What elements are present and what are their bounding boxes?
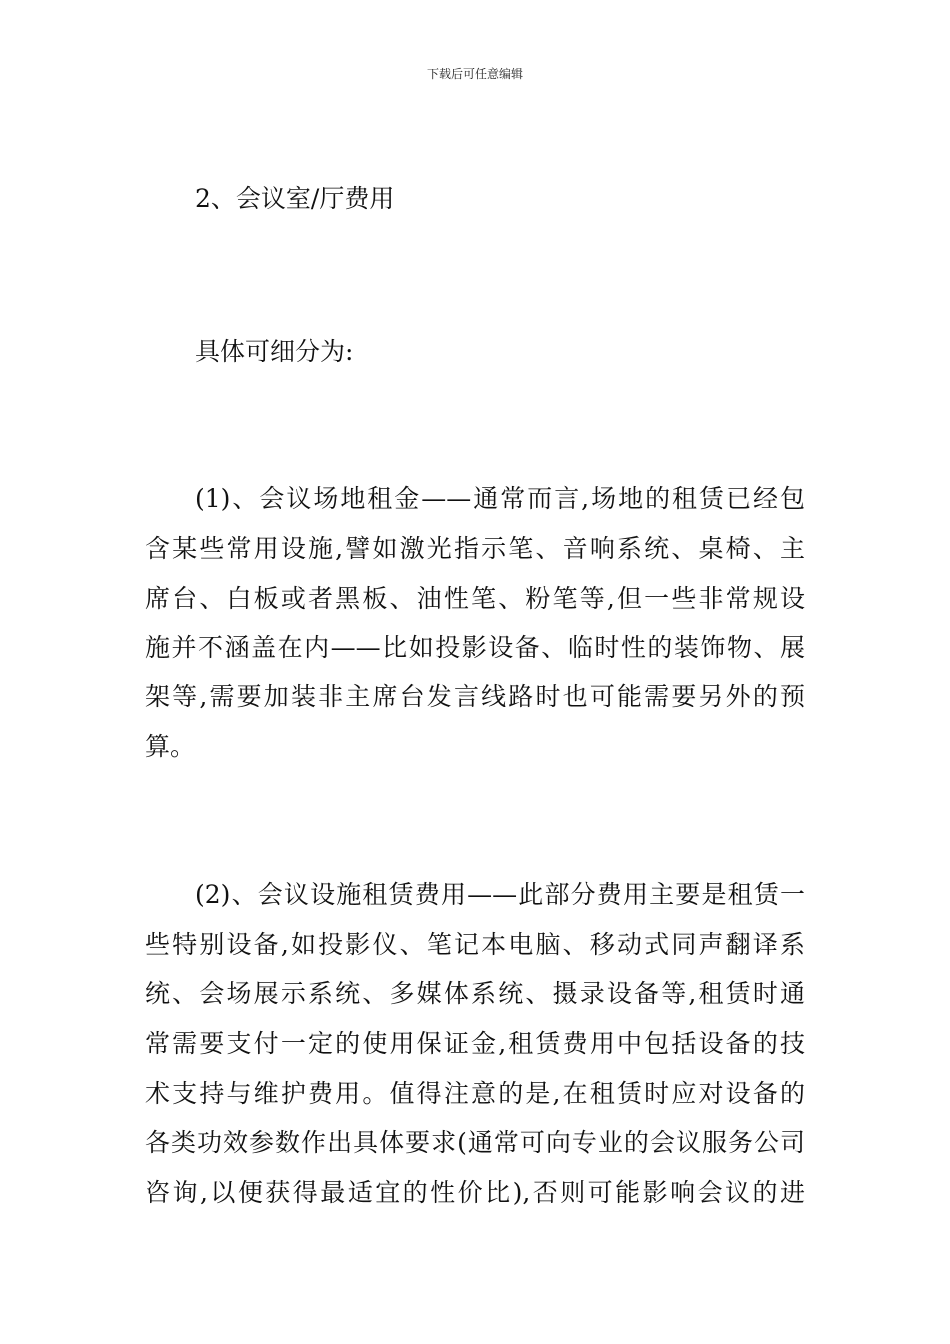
item2-line-3: 统、会场展示系统、多媒体系统、摄录设备等,租赁时通 bbox=[145, 979, 805, 1008]
item1-line-6: 算。 bbox=[145, 732, 196, 761]
item2-line-4: 常需要支付一定的使用保证金,租赁费用中包括设备的技 bbox=[145, 1029, 805, 1058]
item1-line-1: (1)、会议场地租金——通常而言,场地的租赁已经包 bbox=[195, 484, 805, 513]
item2-line-7: 咨询,以便获得最适宜的性价比),否则可能影响会议的进 bbox=[145, 1178, 805, 1207]
item1-line-4: 施并不涵盖在内——比如投影设备、临时性的装饰物、展 bbox=[145, 633, 805, 662]
intro-line: 具体可细分为: bbox=[195, 337, 354, 366]
item2-line-2: 些特别设备,如投影仪、笔记本电脑、移动式同声翻译系 bbox=[145, 930, 805, 959]
item1-line-5: 架等,需要加装非主席台发言线路时也可能需要另外的预 bbox=[145, 682, 805, 711]
page-header: 下载后可任意编辑 bbox=[426, 67, 523, 81]
item2-line-1: (2)、会议设施租赁费用——此部分费用主要是租赁一 bbox=[195, 880, 805, 909]
item2-line-5: 术支持与维护费用。值得注意的是,在租赁时应对设备的 bbox=[145, 1079, 805, 1108]
item2-line-6: 各类功效参数作出具体要求(通常可向专业的会议服务公司 bbox=[145, 1128, 805, 1157]
item1-line-2: 含某些常用设施,譬如激光指示笔、音响系统、桌椅、主 bbox=[145, 534, 805, 563]
section-heading: 2、会议室/厅费用 bbox=[195, 184, 395, 213]
item1-line-3: 席台、白板或者黑板、油性笔、粉笔等,但一些非常规设 bbox=[145, 584, 805, 613]
